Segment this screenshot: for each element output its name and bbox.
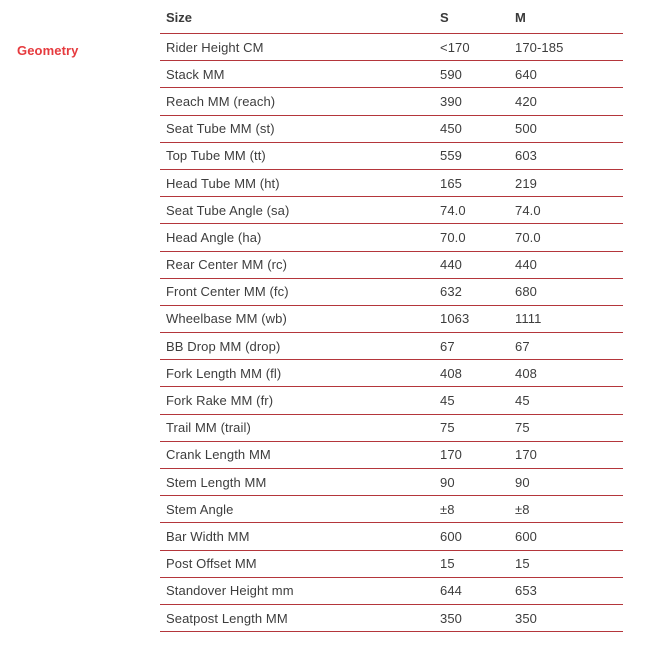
table-row	[160, 278, 623, 305]
row-value-m: 440	[515, 251, 623, 278]
row-value-s: 590	[440, 61, 515, 88]
row-value-m: ±8	[515, 496, 623, 523]
row-label: Reach MM (reach)	[160, 88, 440, 115]
table-row	[160, 333, 623, 360]
row-value-s: 644	[440, 577, 515, 604]
row-label: Fork Length MM (fl)	[160, 360, 440, 387]
row-value-m: 75	[515, 414, 623, 441]
row-label: Trail MM (trail)	[160, 414, 440, 441]
row-value-m: 680	[515, 278, 623, 305]
table-row	[160, 251, 623, 278]
column-header-size: Size	[160, 10, 440, 34]
table-row	[160, 224, 623, 251]
row-value-s: <170	[440, 34, 515, 61]
row-value-s: 70.0	[440, 224, 515, 251]
row-label: Bar Width MM	[160, 523, 440, 550]
table-row	[160, 577, 623, 604]
row-label: Seatpost Length MM	[160, 604, 440, 631]
row-value-s: 350	[440, 604, 515, 631]
table-row	[160, 604, 623, 631]
row-value-m: 1111	[515, 305, 623, 332]
column-header-m: M	[515, 10, 623, 34]
row-value-s: 67	[440, 333, 515, 360]
row-value-m: 219	[515, 169, 623, 196]
row-label: Crank Length MM	[160, 441, 440, 468]
table-row	[160, 360, 623, 387]
table-row	[160, 305, 623, 332]
table-row	[160, 197, 623, 224]
row-value-m: 408	[515, 360, 623, 387]
row-label: Standover Height mm	[160, 577, 440, 604]
row-label: Fork Rake MM (fr)	[160, 387, 440, 414]
table-row	[160, 61, 623, 88]
row-label: Head Angle (ha)	[160, 224, 440, 251]
row-label: Stack MM	[160, 61, 440, 88]
row-value-s: 165	[440, 169, 515, 196]
row-label: Rider Height CM	[160, 34, 440, 61]
table-row	[160, 441, 623, 468]
section-label-geometry: Geometry	[17, 43, 79, 58]
row-value-m: 45	[515, 387, 623, 414]
row-value-m: 15	[515, 550, 623, 577]
row-label: Seat Tube Angle (sa)	[160, 197, 440, 224]
row-value-s: 170	[440, 441, 515, 468]
row-value-m: 67	[515, 333, 623, 360]
row-value-m: 653	[515, 577, 623, 604]
row-value-m: 170	[515, 441, 623, 468]
table-row	[160, 469, 623, 496]
row-value-m: 500	[515, 115, 623, 142]
table-row	[160, 142, 623, 169]
row-label: Stem Angle	[160, 496, 440, 523]
row-value-s: 74.0	[440, 197, 515, 224]
row-label: Rear Center MM (rc)	[160, 251, 440, 278]
row-label: Top Tube MM (tt)	[160, 142, 440, 169]
row-value-m: 90	[515, 469, 623, 496]
row-label: Wheelbase MM (wb)	[160, 305, 440, 332]
table-row	[160, 34, 623, 61]
row-value-s: 440	[440, 251, 515, 278]
row-label: BB Drop MM (drop)	[160, 333, 440, 360]
row-value-s: 390	[440, 88, 515, 115]
row-label: Stem Length MM	[160, 469, 440, 496]
row-value-s: 450	[440, 115, 515, 142]
row-value-s: 600	[440, 523, 515, 550]
row-value-s: ±8	[440, 496, 515, 523]
row-value-m: 70.0	[515, 224, 623, 251]
table-header-row	[160, 10, 623, 34]
row-label: Post Offset MM	[160, 550, 440, 577]
table-row	[160, 496, 623, 523]
row-value-s: 408	[440, 360, 515, 387]
column-header-s: S	[440, 10, 515, 34]
table-row	[160, 88, 623, 115]
row-value-m: 350	[515, 604, 623, 631]
row-label: Head Tube MM (ht)	[160, 169, 440, 196]
row-value-s: 1063	[440, 305, 515, 332]
row-value-s: 45	[440, 387, 515, 414]
row-value-s: 15	[440, 550, 515, 577]
row-value-m: 600	[515, 523, 623, 550]
table-row	[160, 387, 623, 414]
table-row	[160, 550, 623, 577]
row-value-s: 90	[440, 469, 515, 496]
table-row	[160, 169, 623, 196]
row-value-s: 75	[440, 414, 515, 441]
row-value-m: 640	[515, 61, 623, 88]
row-value-s: 632	[440, 278, 515, 305]
row-label: Seat Tube MM (st)	[160, 115, 440, 142]
geometry-table	[160, 10, 623, 632]
row-value-s: 559	[440, 142, 515, 169]
row-value-m: 603	[515, 142, 623, 169]
row-value-m: 74.0	[515, 197, 623, 224]
table-row	[160, 414, 623, 441]
row-label: Front Center MM (fc)	[160, 278, 440, 305]
table-row	[160, 523, 623, 550]
row-value-m: 420	[515, 88, 623, 115]
row-value-m: 170-185	[515, 34, 623, 61]
table-row	[160, 115, 623, 142]
